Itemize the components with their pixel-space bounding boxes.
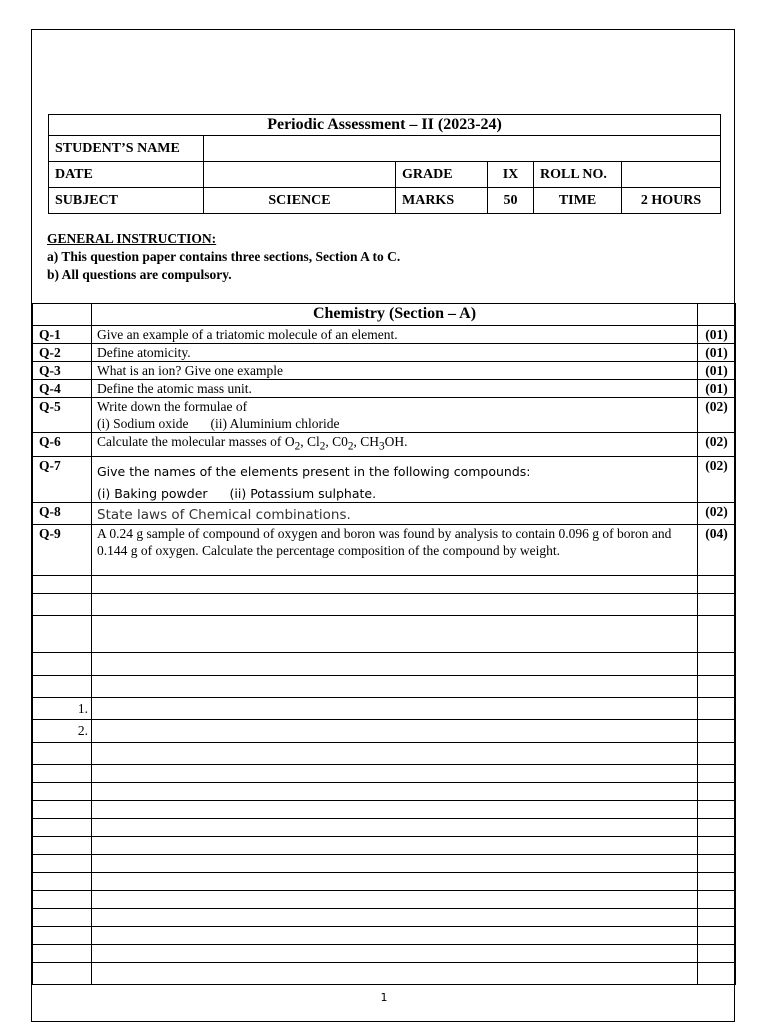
question-row xyxy=(33,380,736,398)
option-2: (ii) Aluminium chloride xyxy=(210,416,340,431)
question-number: Q-5 xyxy=(33,398,92,433)
formula-part: , C0 xyxy=(325,434,348,449)
formula-subscript: 2 xyxy=(319,440,326,453)
general-instructions xyxy=(47,230,400,284)
question-options xyxy=(97,485,692,502)
instruction-a: a) This question paper contains three sections, Section A to C. xyxy=(47,249,401,264)
time-label: TIME xyxy=(534,188,622,214)
question-marks: (01) xyxy=(698,326,736,344)
question-marks: (04) xyxy=(698,524,736,575)
date-label: DATE xyxy=(49,162,204,188)
grade-label: GRADE xyxy=(396,162,488,188)
question-number: Q-6 xyxy=(33,433,92,457)
student-name-field xyxy=(204,136,721,162)
formula-part: , CH xyxy=(353,434,379,449)
blank-row xyxy=(33,872,736,890)
blank-row xyxy=(33,818,736,836)
blank-row xyxy=(33,908,736,926)
section-title: Chemistry (Section – A) xyxy=(92,304,698,326)
option-1: (i) Baking powder xyxy=(97,485,208,501)
question-marks: (02) xyxy=(698,502,736,524)
section-blank-left xyxy=(33,304,92,326)
question-row xyxy=(33,326,736,344)
question-number: Q-1 xyxy=(33,326,92,344)
page-number: 1 xyxy=(380,991,388,1004)
section-blank-right xyxy=(698,304,736,326)
question-table xyxy=(32,303,736,985)
question-row xyxy=(33,524,736,575)
question-marks: (01) xyxy=(698,344,736,362)
list-number: 1. xyxy=(33,697,92,719)
blank-row xyxy=(33,836,736,854)
question-number: Q-8 xyxy=(33,502,92,524)
question-marks: (01) xyxy=(698,362,736,380)
grade-value: IX xyxy=(488,162,534,188)
instructions-heading: GENERAL INSTRUCTION: xyxy=(47,231,217,246)
formula-subscript: 2 xyxy=(347,440,354,453)
roll-field xyxy=(622,162,721,188)
formula-subscript: 2 xyxy=(294,440,301,453)
question-text: Define atomicity. xyxy=(92,344,698,362)
header-table xyxy=(48,114,721,214)
blank-row xyxy=(33,575,736,593)
option-2: (ii) Potassium sulphate. xyxy=(229,485,377,501)
question-row xyxy=(33,398,736,433)
question-marks: (01) xyxy=(698,380,736,398)
blank-row xyxy=(33,615,736,652)
question-number: Q-2 xyxy=(33,344,92,362)
blank-row xyxy=(33,593,736,615)
question-stem: Give the names of the elements present in the following compounds: xyxy=(97,463,531,479)
list-row xyxy=(33,697,736,719)
blank-row xyxy=(33,652,736,675)
student-name-label: STUDENT’S NAME xyxy=(49,136,204,162)
instruction-b: b) All questions are compulsory. xyxy=(47,267,232,282)
blank-row xyxy=(33,675,736,697)
question-marks: (02) xyxy=(698,456,736,502)
date-field xyxy=(204,162,396,188)
blank-row xyxy=(33,962,736,984)
question-row xyxy=(33,433,736,457)
formula-subscript: 3 xyxy=(378,440,385,453)
question-text: Define the atomic mass unit. xyxy=(92,380,698,398)
subject-value: SCIENCE xyxy=(204,188,396,214)
question-row xyxy=(33,362,736,380)
question-row xyxy=(33,502,736,524)
formula-part: O xyxy=(284,434,295,449)
question-text xyxy=(92,398,698,433)
question-text: What is an ion? Give one example xyxy=(92,362,698,380)
question-row xyxy=(33,456,736,502)
question-number: Q-3 xyxy=(33,362,92,380)
subject-label: SUBJECT xyxy=(49,188,204,214)
time-value: 2 HOURS xyxy=(622,188,721,214)
marks-label: MARKS xyxy=(396,188,488,214)
option-1: (i) Sodium oxide xyxy=(97,416,189,431)
paper-title: Periodic Assessment – II (2023-24) xyxy=(49,115,721,136)
question-text: State laws of Chemical combinations. xyxy=(92,502,698,524)
question-options xyxy=(97,415,692,432)
formula-part: OH. xyxy=(384,434,408,449)
question-stem: Write down the formulae of xyxy=(97,399,248,414)
blank-row xyxy=(33,944,736,962)
question-text: A 0.24 g sample of compound of oxygen and boron was found by analysis to contain 0.096 g of boron and 0.144 g of oxygen. Calculate the percentage composition of the compound by weight. xyxy=(92,524,698,575)
question-marks: (02) xyxy=(698,433,736,457)
list-number: 2. xyxy=(33,719,92,742)
question-text xyxy=(92,456,698,502)
question-number: Q-9 xyxy=(33,524,92,575)
blank-row xyxy=(33,800,736,818)
blank-row xyxy=(33,764,736,782)
blank-row xyxy=(33,742,736,764)
formula-part: , Cl xyxy=(300,434,320,449)
blank-row xyxy=(33,854,736,872)
blank-row xyxy=(33,890,736,908)
question-text xyxy=(92,433,698,457)
question-text: Give an example of a triatomic molecule of an element. xyxy=(92,326,698,344)
marks-value: 50 xyxy=(488,188,534,214)
question-stem: Calculate the molecular masses of xyxy=(97,434,282,449)
roll-label: ROLL NO. xyxy=(534,162,622,188)
question-row xyxy=(33,344,736,362)
list-row xyxy=(33,719,736,742)
question-marks: (02) xyxy=(698,398,736,433)
blank-row xyxy=(33,782,736,800)
blank-row xyxy=(33,926,736,944)
question-number: Q-7 xyxy=(33,456,92,502)
question-number: Q-4 xyxy=(33,380,92,398)
